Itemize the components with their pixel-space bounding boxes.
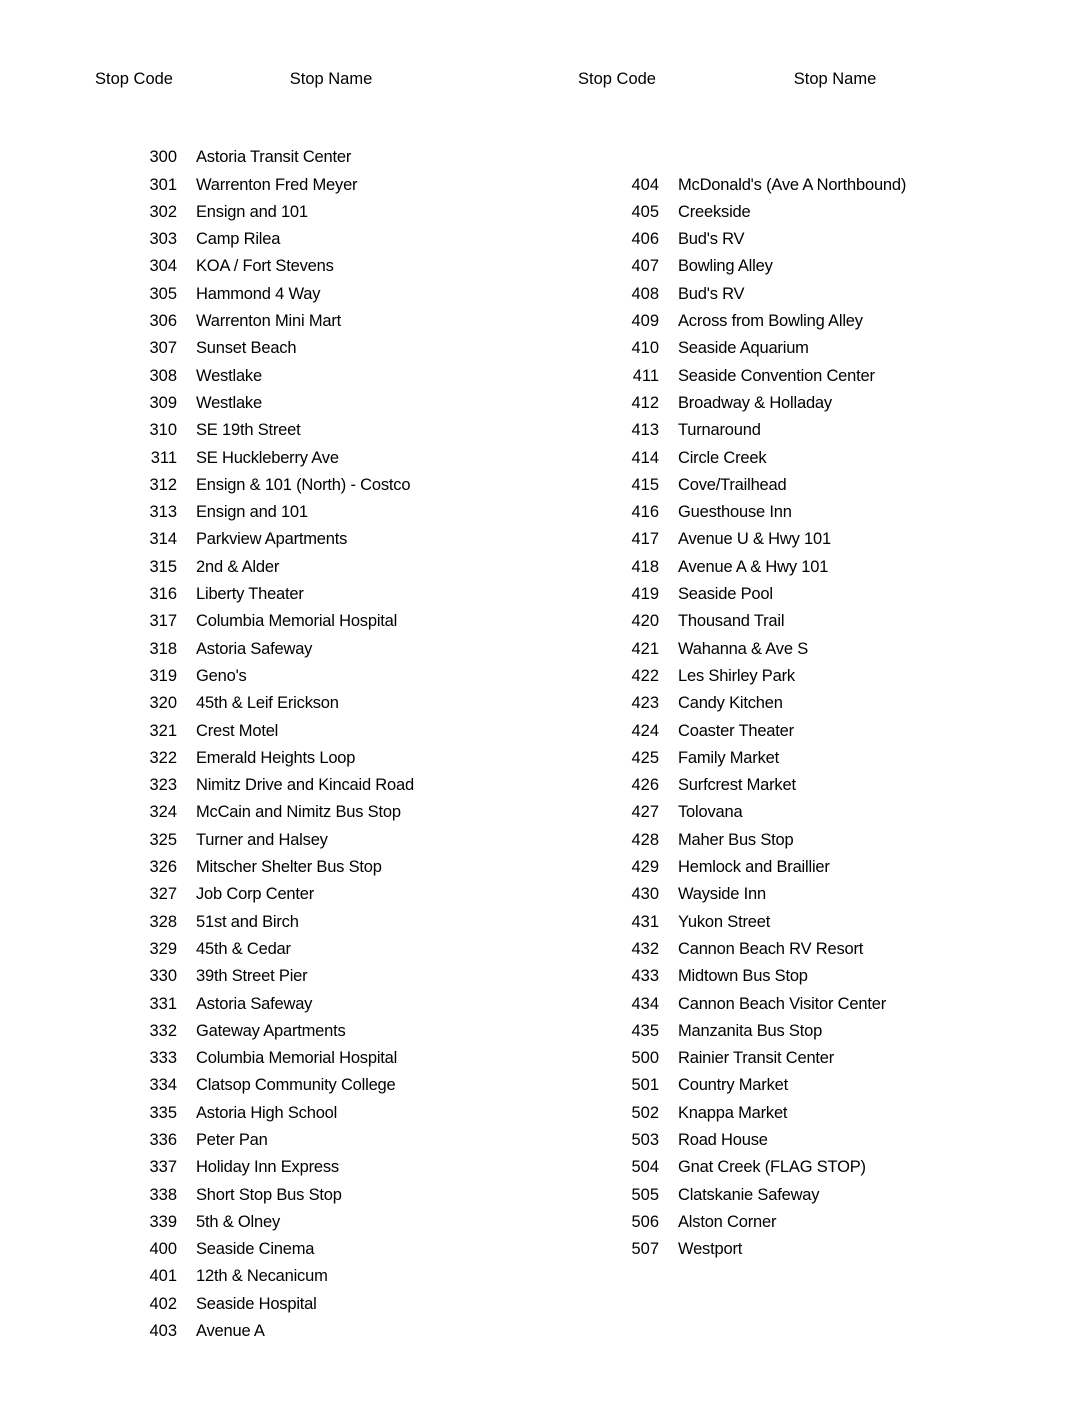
stop-name: Across from Bowling Alley: [678, 312, 863, 331]
stop-name: Ensign and 101: [196, 503, 308, 522]
stop-name: Midtown Bus Stop: [678, 967, 808, 986]
stop-code: 400: [149, 1240, 177, 1259]
header-stop-code-left: Stop Code: [95, 70, 173, 88]
stop-name: Job Corp Center: [196, 885, 315, 904]
stop-name: 2nd & Alder: [196, 557, 280, 576]
stop-code: 307: [149, 339, 177, 358]
stop-name: 45th & Cedar: [196, 939, 291, 958]
stop-name: Turnaround: [678, 421, 761, 440]
stop-code: 417: [631, 530, 659, 549]
stop-code: 423: [631, 694, 659, 713]
stop-code: 310: [149, 421, 177, 440]
stop-code: 328: [149, 912, 177, 931]
stop-code: 414: [631, 448, 659, 467]
stop-name: Maher Bus Stop: [678, 830, 794, 849]
stop-name: Cove/Trailhead: [678, 475, 787, 494]
stop-code: 336: [149, 1130, 177, 1149]
stop-name: Road House: [678, 1130, 768, 1149]
stop-name: Avenue A & Hwy 101: [678, 557, 829, 576]
stop-name: Peter Pan: [196, 1130, 268, 1149]
stop-code: 331: [149, 994, 177, 1013]
stop-name: Westlake: [196, 393, 262, 412]
stop-name: Astoria High School: [196, 1103, 338, 1122]
stop-name: Sunset Beach: [196, 339, 297, 358]
stop-name: Hammond 4 Way: [196, 284, 321, 303]
stop-code: 408: [631, 284, 659, 303]
stop-name: McDonald's (Ave A Northbound): [678, 175, 907, 194]
stop-code: 415: [631, 475, 659, 494]
stop-name: Warrenton Mini Mart: [196, 312, 342, 331]
stop-code: 322: [149, 748, 177, 767]
stop-name: Surfcrest Market: [678, 776, 796, 795]
stop-name: Warrenton Fred Meyer: [196, 175, 358, 194]
stop-name: Nimitz Drive and Kincaid Road: [196, 776, 414, 795]
stop-name: Knappa Market: [678, 1103, 788, 1122]
stop-code: 403: [149, 1322, 177, 1341]
stop-code: 500: [631, 1049, 659, 1068]
stop-code: 313: [149, 503, 177, 522]
stop-name: 12th & Necanicum: [196, 1267, 328, 1286]
stop-code: 317: [149, 612, 177, 631]
stop-code: 339: [149, 1212, 177, 1231]
stop-code: 432: [631, 939, 659, 958]
stop-name: Cannon Beach Visitor Center: [678, 994, 887, 1013]
stop-code: 426: [631, 776, 659, 795]
stop-name: Geno's: [196, 666, 247, 685]
stop-name: Liberty Theater: [196, 585, 304, 604]
stop-name: Thousand Trail: [678, 612, 785, 631]
stop-code: 334: [149, 1076, 177, 1095]
stop-code: 406: [631, 230, 659, 249]
stop-code: 416: [631, 503, 659, 522]
stop-name: 5th & Olney: [196, 1212, 281, 1231]
stop-code: 506: [631, 1212, 659, 1231]
stop-code: 304: [149, 257, 177, 276]
stop-code: 430: [631, 885, 659, 904]
stop-code: 302: [149, 202, 177, 221]
stop-code: 314: [149, 530, 177, 549]
stop-name: McCain and Nimitz Bus Stop: [196, 803, 401, 822]
stop-code: 320: [149, 694, 177, 713]
stop-name: Seaside Hospital: [196, 1294, 317, 1313]
stop-name: Columbia Memorial Hospital: [196, 612, 398, 631]
stop-code: 507: [631, 1240, 659, 1259]
header-stop-name-left: Stop Name: [289, 70, 373, 88]
stop-name: Crest Motel: [196, 721, 279, 740]
stop-name: Seaside Convention Center: [678, 366, 875, 385]
stop-name: Clatsop Community College: [196, 1076, 396, 1095]
stop-name: Seaside Pool: [678, 585, 773, 604]
header-stop-code-right: Stop Code: [578, 70, 656, 88]
stop-code: 319: [149, 666, 177, 685]
stop-code: 315: [149, 557, 177, 576]
stop-name: Manzanita Bus Stop: [678, 1021, 823, 1040]
stop-name: Circle Creek: [678, 448, 767, 467]
stop-name: Hemlock and Braillier: [678, 858, 830, 877]
stop-name: SE 19th Street: [196, 421, 301, 440]
stop-code: 421: [631, 639, 659, 658]
stop-code: 424: [631, 721, 659, 740]
stop-code: 332: [149, 1021, 177, 1040]
stop-code: 324: [149, 803, 177, 822]
stop-code: 308: [149, 366, 177, 385]
stop-code: 504: [631, 1158, 659, 1177]
stop-name: Creekside: [678, 202, 751, 221]
stop-name: Guesthouse Inn: [678, 503, 792, 522]
stop-code: 505: [631, 1185, 659, 1204]
stop-name: Gnat Creek (FLAG STOP): [678, 1158, 866, 1177]
stop-name: Camp Rilea: [196, 230, 281, 249]
stop-name: Parkview Apartments: [196, 530, 348, 549]
stop-code: 431: [631, 912, 659, 931]
stop-code: 413: [631, 421, 659, 440]
stop-name: Astoria Transit Center: [196, 148, 352, 167]
stop-code: 427: [631, 803, 659, 822]
stop-name: KOA / Fort Stevens: [196, 257, 334, 276]
stop-name: Clatskanie Safeway: [678, 1185, 820, 1204]
stop-name: Short Stop Bus Stop: [196, 1185, 342, 1204]
stop-code: 335: [149, 1103, 177, 1122]
stop-name: Westport: [678, 1240, 743, 1259]
stop-code: 337: [149, 1158, 177, 1177]
stop-code: 409: [631, 312, 659, 331]
stop-code: 411: [632, 366, 659, 385]
stop-name: Bud's RV: [678, 284, 745, 303]
stop-code: 311: [150, 448, 177, 467]
stop-code: 410: [631, 339, 659, 358]
stop-name: Astoria Safeway: [196, 639, 313, 658]
stop-name: Avenue U & Hwy 101: [678, 530, 831, 549]
stop-name: Ensign & 101 (North) - Costco: [196, 475, 411, 494]
stop-name: Les Shirley Park: [678, 666, 795, 685]
stop-code: 301: [149, 175, 177, 194]
stop-name: Emerald Heights Loop: [196, 748, 356, 767]
stop-code: 433: [631, 967, 659, 986]
stop-code: 434: [631, 994, 659, 1013]
stop-name: Wahanna & Ave S: [678, 639, 809, 658]
stop-code: 435: [631, 1021, 659, 1040]
stop-code: 323: [149, 776, 177, 795]
stop-code: 405: [631, 202, 659, 221]
stop-name: Columbia Memorial Hospital: [196, 1049, 398, 1068]
stop-code: 502: [631, 1103, 659, 1122]
stop-name: 51st and Birch: [196, 912, 299, 931]
stop-name: Westlake: [196, 366, 262, 385]
stop-name: Turner and Halsey: [196, 830, 328, 849]
stop-name: Alston Corner: [678, 1212, 777, 1231]
stop-code: 300: [149, 148, 177, 167]
stop-code: 318: [149, 639, 177, 658]
stop-code: 418: [631, 557, 659, 576]
stop-name: Astoria Safeway: [196, 994, 313, 1013]
stop-code: 501: [631, 1076, 659, 1095]
stop-name: Candy Kitchen: [678, 694, 783, 713]
stop-code: 305: [149, 284, 177, 303]
stop-name: 39th Street Pier: [196, 967, 308, 986]
stop-code: 312: [149, 475, 177, 494]
stop-name: Holiday Inn Express: [196, 1158, 339, 1177]
stop-name: Rainier Transit Center: [678, 1049, 835, 1068]
stop-code: 326: [149, 858, 177, 877]
stop-name: Tolovana: [678, 803, 743, 822]
stop-name: Wayside Inn: [678, 885, 766, 904]
stop-name: Bowling Alley: [678, 257, 773, 276]
stop-code: 316: [149, 585, 177, 604]
stop-name: Mitscher Shelter Bus Stop: [196, 858, 382, 877]
stop-code: 402: [149, 1294, 177, 1313]
stop-name: Bud's RV: [678, 230, 745, 249]
stop-code: 329: [149, 939, 177, 958]
stop-name: Avenue A: [196, 1322, 265, 1341]
stop-name: Seaside Aquarium: [678, 339, 809, 358]
stop-code: 425: [631, 748, 659, 767]
stop-code: 325: [149, 830, 177, 849]
stop-code: 420: [631, 612, 659, 631]
stop-name: Country Market: [678, 1076, 788, 1095]
stop-code: 306: [149, 312, 177, 331]
stop-name: Broadway & Holladay: [678, 393, 832, 412]
stop-name: Family Market: [678, 748, 779, 767]
stop-code: 422: [631, 666, 659, 685]
stop-name: Cannon Beach RV Resort: [678, 939, 864, 958]
stop-name: Yukon Street: [678, 912, 771, 931]
stop-code: 503: [631, 1130, 659, 1149]
stop-code: 401: [149, 1267, 177, 1286]
stop-code: 429: [631, 858, 659, 877]
stop-code: 303: [149, 230, 177, 249]
header-stop-name-right: Stop Name: [793, 70, 877, 88]
stop-name: Seaside Cinema: [196, 1240, 315, 1259]
stop-name: Gateway Apartments: [196, 1021, 346, 1040]
stop-code: 412: [631, 393, 659, 412]
stop-code: 407: [631, 257, 659, 276]
stop-code: 404: [631, 175, 659, 194]
stop-code: 428: [631, 830, 659, 849]
stop-name: Coaster Theater: [678, 721, 794, 740]
stop-code: 333: [149, 1049, 177, 1068]
stop-code: 309: [149, 393, 177, 412]
stop-code: 327: [149, 885, 177, 904]
stop-code: 321: [149, 721, 177, 740]
stop-name: SE Huckleberry Ave: [196, 448, 339, 467]
stop-code: 338: [149, 1185, 177, 1204]
stop-code: 330: [149, 967, 177, 986]
stop-code: 419: [631, 585, 659, 604]
stop-name: 45th & Leif Erickson: [196, 694, 339, 713]
stop-name: Ensign and 101: [196, 202, 308, 221]
